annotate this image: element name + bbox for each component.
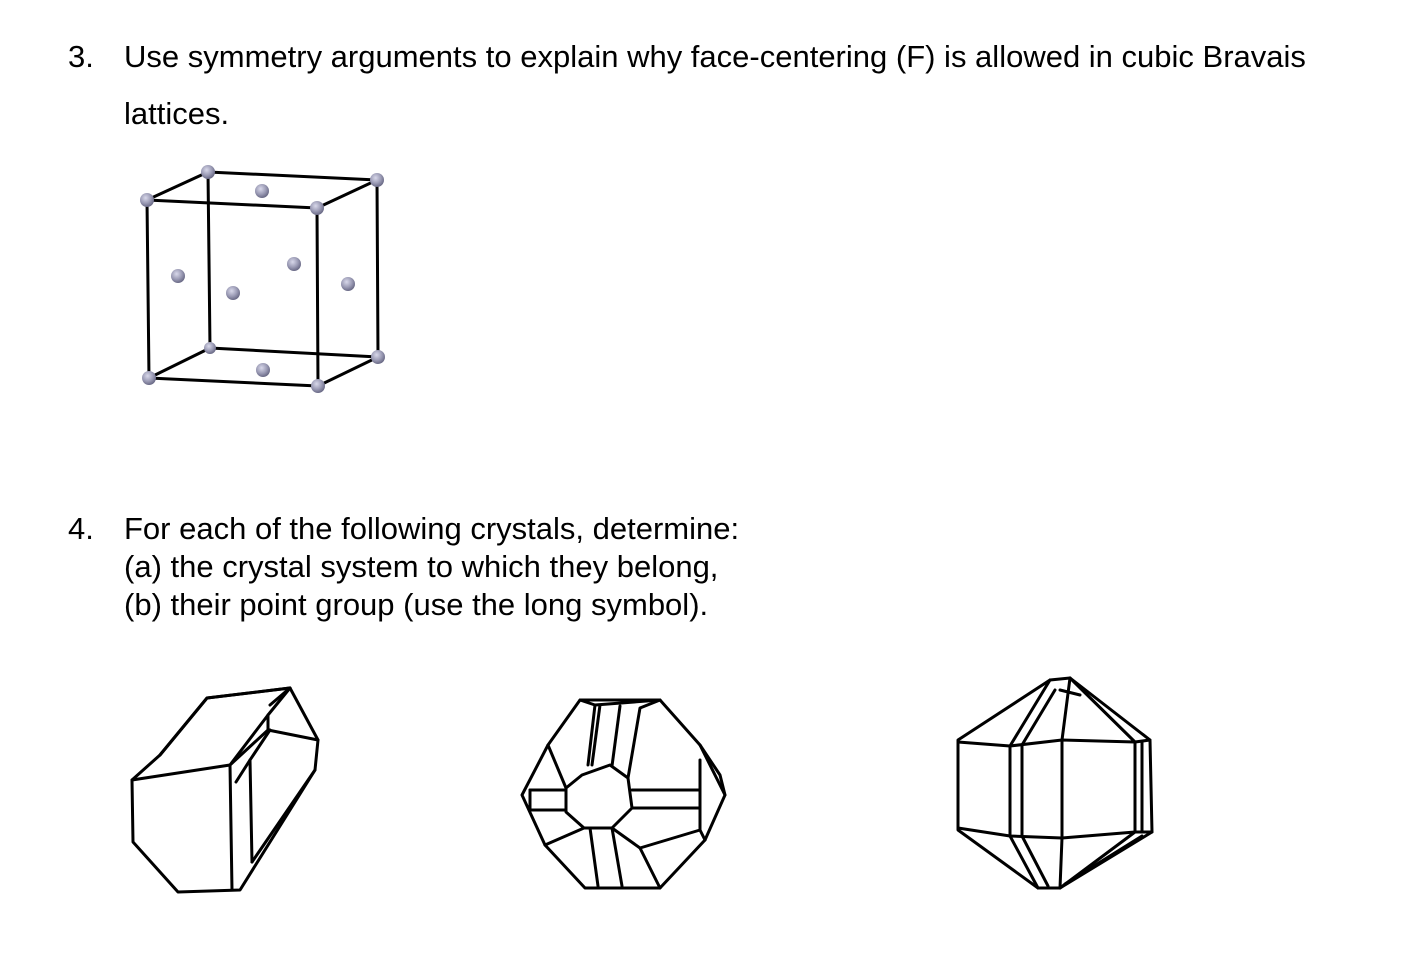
crystal-3-edge [1070, 678, 1135, 742]
crystal-2-edge [548, 745, 566, 788]
question-4-text-line-2: (a) the crystal system to which they belong, [124, 549, 719, 584]
question-3-number: 3. [68, 39, 94, 74]
cube-edge [317, 180, 377, 208]
crystal-1-edge [252, 770, 315, 862]
crystal-figure-2 [510, 680, 740, 910]
face-center-atom [255, 184, 269, 198]
crystal-3-edge [1010, 836, 1038, 888]
corner-atom [371, 350, 385, 364]
question-4-number: 4. [68, 511, 94, 546]
crystal-3-edge [958, 828, 1152, 838]
crystal-2-edge [628, 700, 660, 778]
face-center-atom [171, 269, 185, 283]
crystal-2-edge [545, 828, 584, 845]
crystal-2-edge [612, 828, 660, 888]
face-center-atom [256, 363, 270, 377]
crystal-2-edge [612, 706, 620, 766]
question-3-text-line-1: Use symmetry arguments to explain why face-centering (F) is allowed in cubic Bravais [124, 39, 1306, 74]
crystal-2-center-face [566, 765, 632, 828]
fcc-lattice-figure [130, 150, 400, 420]
crystal-3-edge [1060, 690, 1080, 695]
corner-atom [310, 201, 324, 215]
crystal-3-edge [1010, 680, 1050, 746]
corner-atom [370, 173, 384, 187]
crystal-2-edge [612, 828, 622, 886]
cube-edge [149, 348, 210, 378]
corner-atom [142, 371, 156, 385]
crystal-figure-1 [120, 675, 340, 905]
crystal-2-outline [522, 700, 725, 888]
corner-atom [201, 165, 215, 179]
crystal-2-edge [640, 830, 700, 848]
question-4-text-line-3: (b) their point group (use the long symbol). [124, 587, 709, 622]
crystal-1-edge [160, 688, 290, 755]
face-center-atom [341, 277, 355, 291]
corner-atom [204, 342, 216, 354]
crystal-3-edge [1062, 678, 1070, 740]
corner-atom [140, 193, 154, 207]
corner-atom [311, 379, 325, 393]
crystal-3-outline [958, 678, 1152, 888]
question-4-text-line-1: For each of the following crystals, determine: [124, 511, 740, 546]
face-center-atom [226, 286, 240, 300]
cube-edge [318, 357, 378, 386]
crystal-2-edge [700, 830, 705, 840]
crystal-1-outline [132, 688, 318, 892]
crystal-1-edge [230, 765, 232, 890]
question-3-text-line-2: lattices. [124, 96, 230, 131]
cube-edge [147, 172, 208, 200]
crystal-3-edge [958, 740, 1150, 746]
crystal-1-edge [250, 760, 252, 862]
crystal-2-edge [590, 828, 598, 886]
crystal-3-edge [1060, 838, 1062, 888]
crystal-figure-3 [950, 670, 1170, 900]
face-center-atom [287, 257, 301, 271]
crystal-3-edge [1065, 836, 1142, 884]
